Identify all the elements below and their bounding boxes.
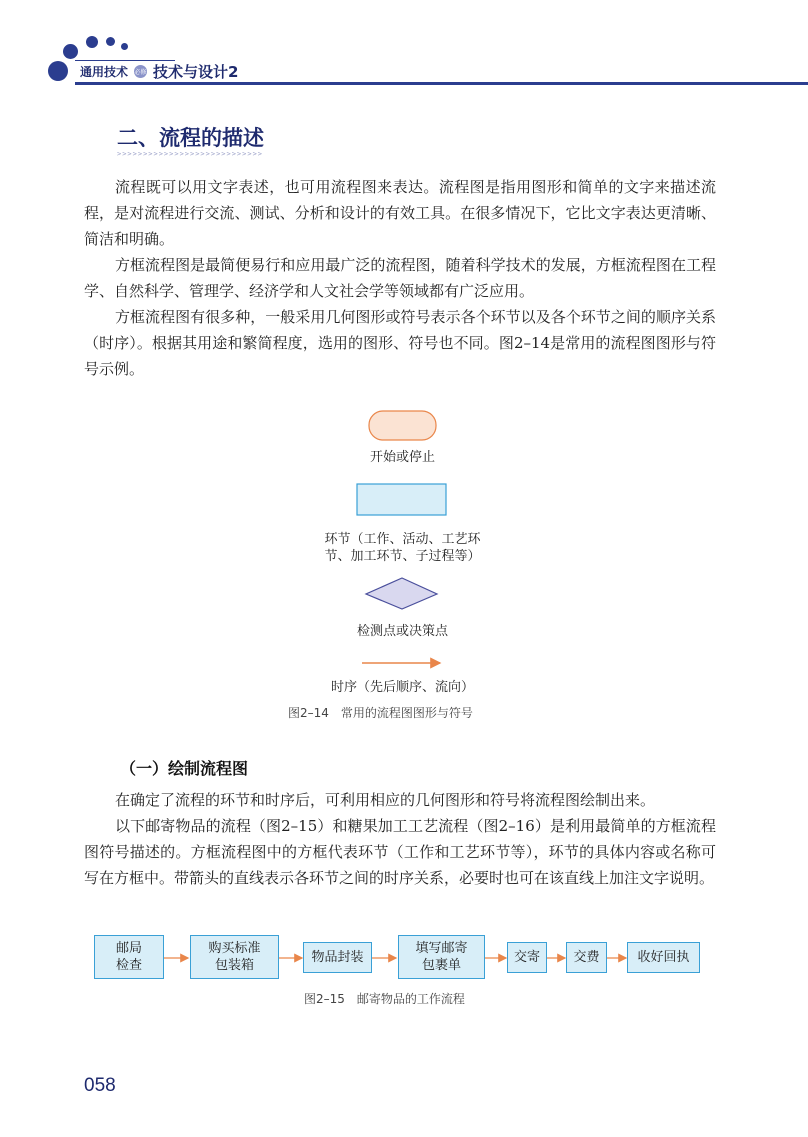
paragraph-2: 方框流程图是最简便易行和应用最广泛的流程图，随着科学技术的发展，方框流程图在工程学、自然科学、管理学、经济学和人文社会学等领域都有广泛应用。	[84, 256, 716, 300]
flow-step-fill-form: 填写邮寄 包裹单	[398, 935, 485, 979]
flow-step-keep-receipt: 收好回执	[627, 942, 700, 973]
start-stop-label: 开始或停止	[369, 450, 435, 465]
subsection-paragraph-1: 在确定了流程的环节和时序后，可利用相应的几何图形和符号将流程图绘制出来。	[115, 791, 656, 809]
flow-step-pack-items: 物品封装	[303, 942, 372, 973]
figure-2-15-caption: 图2–15 邮寄物品的工作流程	[304, 992, 465, 1006]
subsection-paragraph-2: 以下邮寄物品的流程（图2–15）和糖果加工工艺流程（图2–16）是利用最简单的方框流程图符号描述的。方框流程图中的方框代表环节（工作和工艺环节等），环节的具体内容或名称可写在方框中。带箭头的直线表示各环节之间的时序关系，必要时也可在该直线上加注文字说明。	[84, 817, 716, 887]
process-symbol	[357, 484, 446, 515]
flow-step-buy-box: 购买标准 包装箱	[190, 935, 279, 979]
book-title: 技术与设计2	[153, 62, 239, 81]
paragraph-3: 方框流程图有很多种，一般采用几何图形或符号表示各个环节以及各个环节之间的顺序关系（时序）。根据其用途和繁简程度，选用的图形、符号也不同。图2–14是常用的流程图图形与符号示例。	[84, 308, 716, 378]
start-stop-symbol	[369, 411, 436, 440]
section-title: 二、流程的描述	[117, 126, 264, 150]
flow-step-hand-over: 交寄	[507, 942, 547, 973]
decision-symbol	[366, 578, 437, 609]
subsection-title: （一）绘制流程图	[120, 759, 249, 778]
process-label-line1: 环节（工作、活动、工艺环	[324, 532, 481, 547]
page-number: 058	[84, 1075, 116, 1096]
paragraph-1: 流程既可以用文字表述，也可用流程图来表达。流程图是指用图形和简单的文字来描述流程，是对流程进行交流、测试、分析和设计的有效工具。在很多情况下，它比文字表达更清晰、简洁和明确。	[84, 178, 716, 248]
section-title-decoration: >>>>>>>>>>>>>>>>>>>>>>>>>>>>	[117, 150, 264, 158]
decision-label: 检测点或决策点	[356, 624, 448, 639]
process-label-line2: 节、加工环节、子过程等）	[324, 549, 481, 564]
required-badge: 必修	[134, 65, 147, 78]
flow-step-post-office-check: 邮局 检查	[94, 935, 164, 979]
flow-step-pay: 交费	[566, 942, 607, 973]
figure-2-14-caption: 图2–14 常用的流程图图形与符号	[288, 706, 473, 720]
series-name: 通用技术	[80, 64, 129, 79]
sequence-label: 时序（先后顺序、流向）	[330, 680, 474, 695]
